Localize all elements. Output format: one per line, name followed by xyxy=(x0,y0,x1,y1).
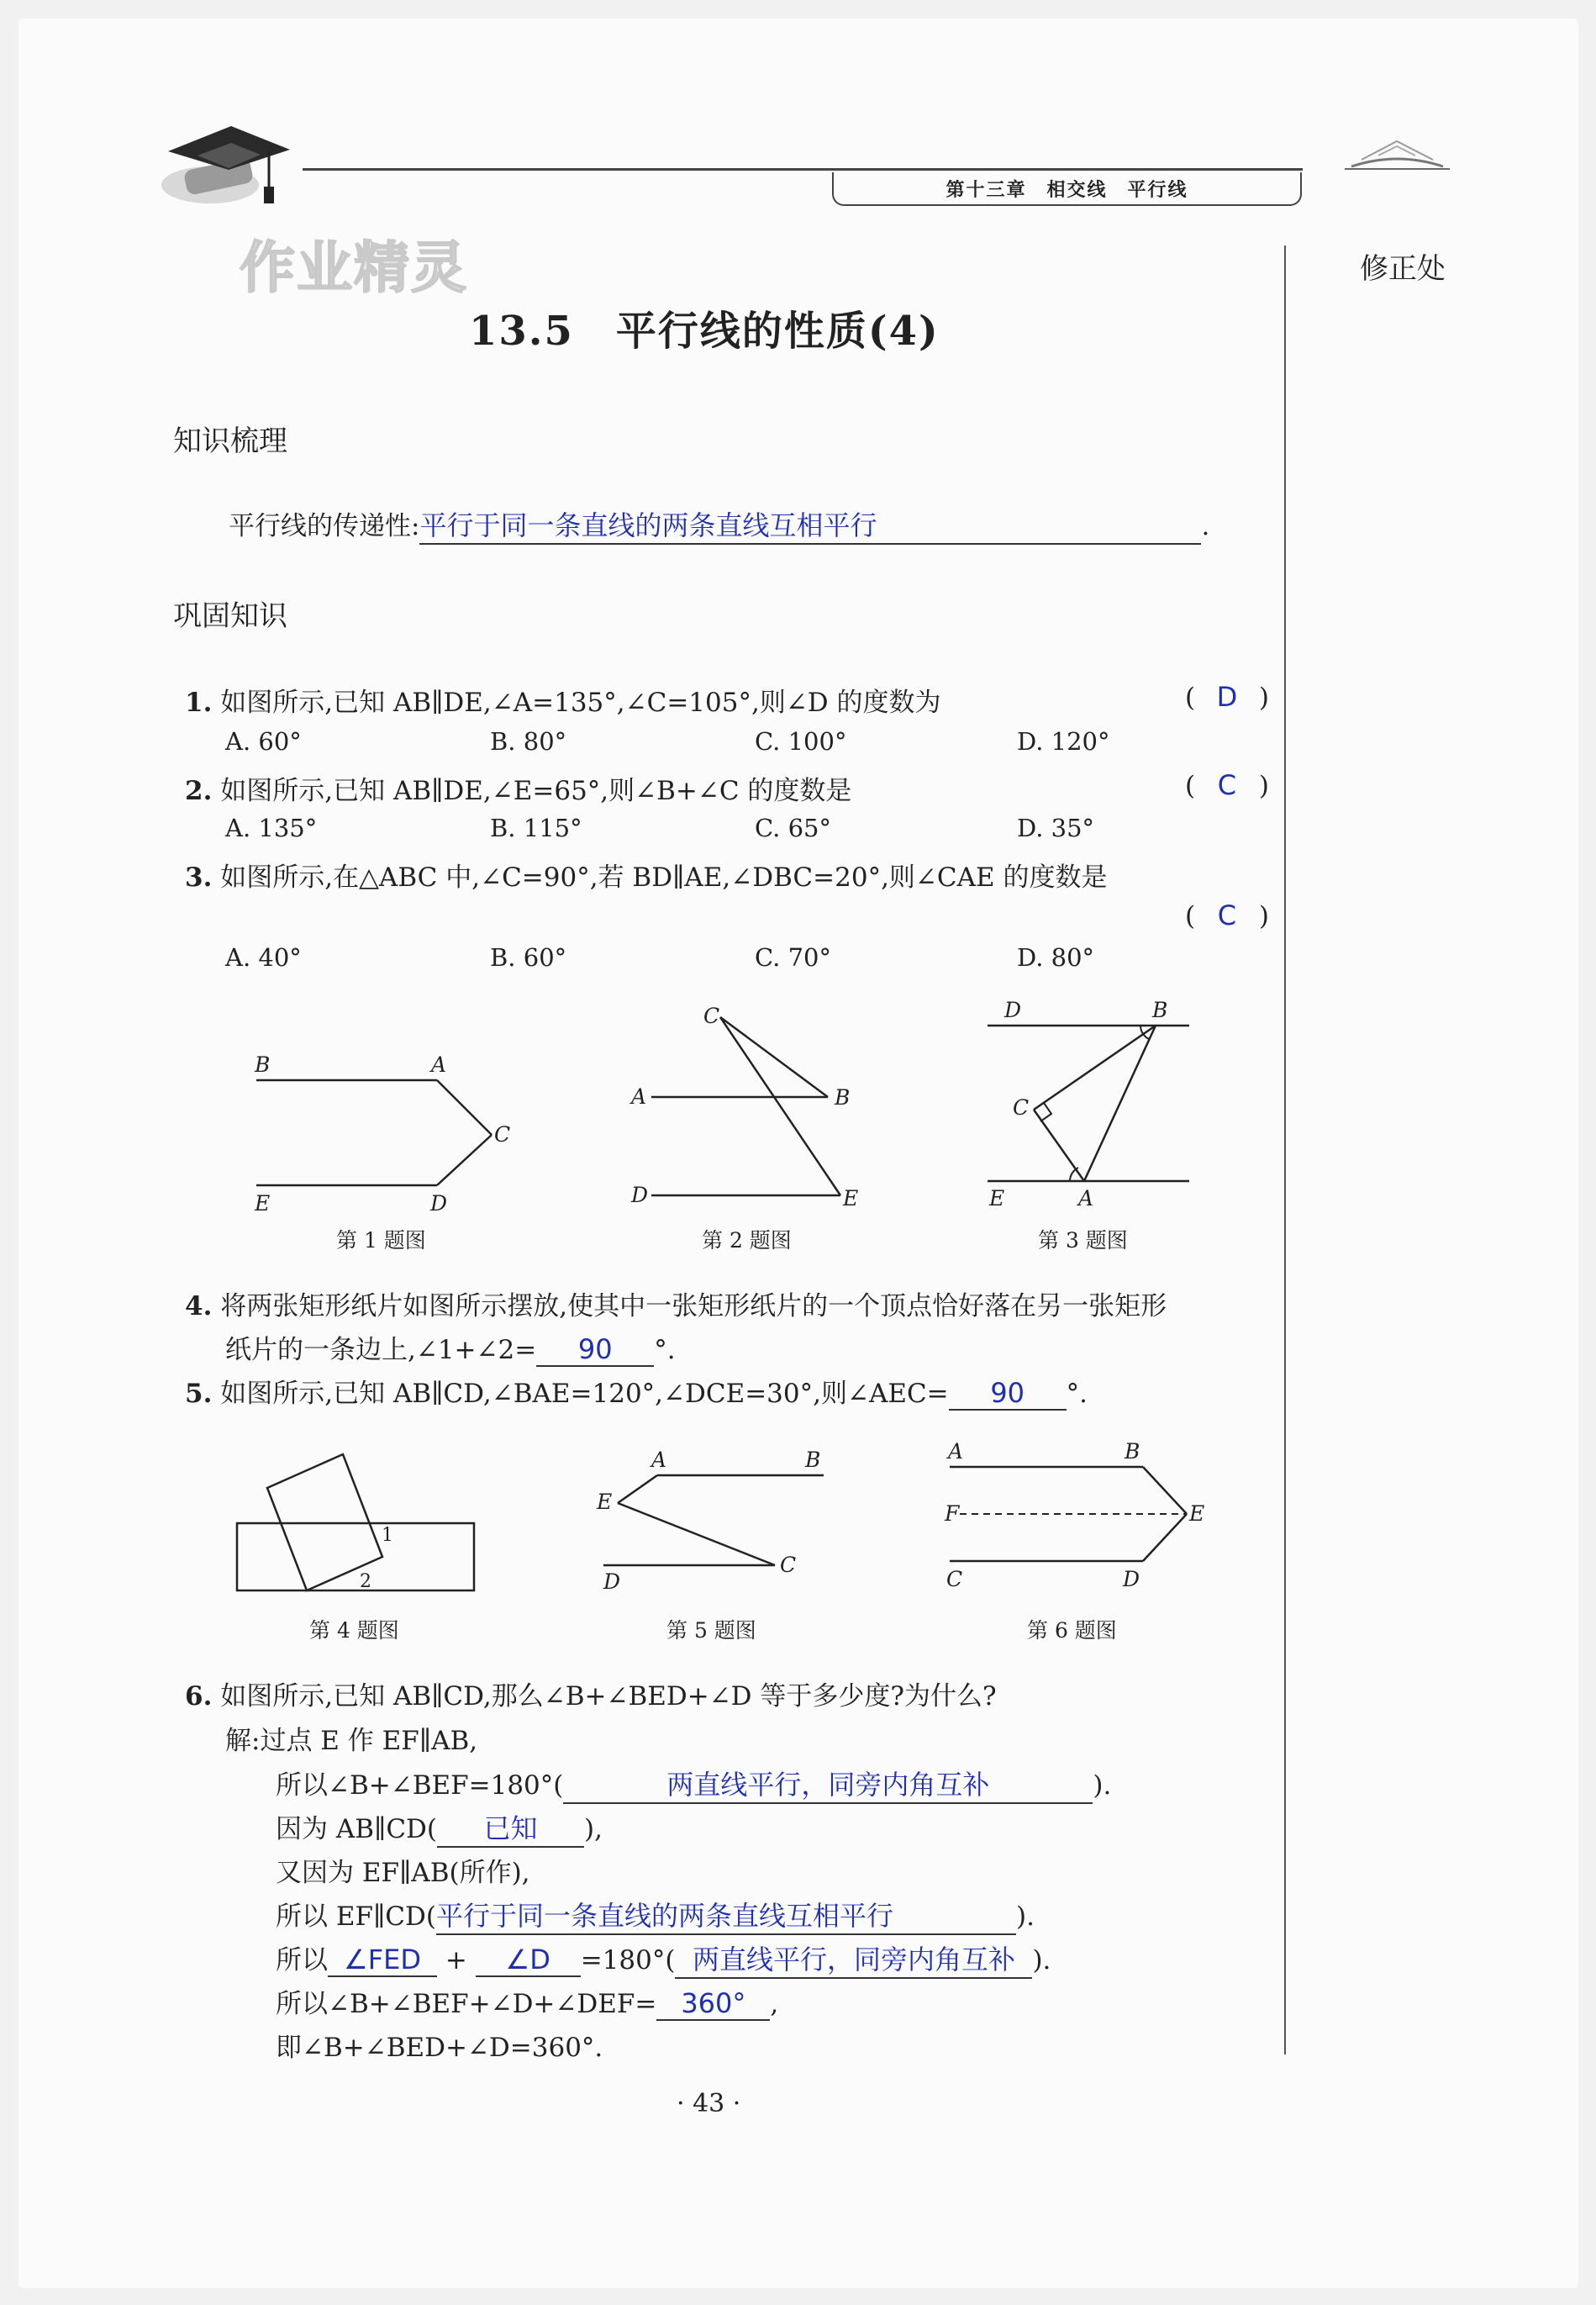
question-number: 6. xyxy=(185,1681,213,1712)
q6-solution-line6 xyxy=(276,1938,1051,1979)
line-text-end: ). xyxy=(1015,1901,1035,1932)
angle-answer: ∠D xyxy=(505,1944,550,1975)
q6-blank-angle1[interactable] xyxy=(328,1944,437,1977)
fig-label: B xyxy=(835,1085,851,1110)
question-number: 1. xyxy=(185,688,213,718)
line-text: =180°( xyxy=(580,1945,676,1975)
paren-open: ( xyxy=(1185,901,1196,931)
right-angle-mark xyxy=(1040,1103,1051,1121)
rectangle-paper-lower xyxy=(237,1523,474,1590)
answer-choice-3[interactable] xyxy=(1185,899,1269,931)
fig-label: B xyxy=(805,1448,821,1472)
fig-label: D xyxy=(631,1183,649,1207)
fig-line xyxy=(1143,1467,1187,1514)
question-1 xyxy=(185,681,941,719)
q6-solution-line1: 解:过点 E 作 EF∥AB, xyxy=(225,1726,478,1756)
corrections-title: 修正处 xyxy=(1360,252,1446,286)
question-4-line1 xyxy=(185,1284,1167,1322)
reason-answer: 两直线平行，同旁内角互补 xyxy=(666,1769,990,1801)
chapter-label: 第十三章 相交线 平行线 xyxy=(832,172,1302,206)
q6-blank-reason1[interactable] xyxy=(563,1764,1093,1804)
q6-solution-line3 xyxy=(276,1807,603,1848)
option-d[interactable]: D. 80° xyxy=(1017,943,1095,972)
plus-sign: + xyxy=(445,1945,467,1975)
fig-line xyxy=(618,1503,775,1565)
fig-label: A xyxy=(1078,1186,1094,1211)
option-d[interactable]: D. 35° xyxy=(1017,814,1095,842)
option-a[interactable]: A. 40° xyxy=(225,943,302,972)
angle-label-1: 1 xyxy=(382,1525,393,1546)
q6-blank-reason4[interactable] xyxy=(675,1938,1032,1979)
figure-q3 xyxy=(979,992,1198,1227)
fig-line xyxy=(720,1017,828,1097)
fig-label: C xyxy=(946,1567,963,1591)
fig-line xyxy=(1084,1026,1156,1181)
q6-blank-angle2[interactable] xyxy=(476,1944,581,1977)
margin-divider xyxy=(1284,245,1286,2054)
fig-label: E xyxy=(597,1490,613,1514)
fig-line xyxy=(1143,1514,1187,1561)
fig-label: E xyxy=(255,1191,271,1216)
header-rule xyxy=(303,168,1303,171)
question-number: 5. xyxy=(185,1379,213,1409)
transitivity-answer: 平行于同一条直线的两条直线互相平行 xyxy=(419,509,877,541)
option-b[interactable]: B. 60° xyxy=(490,943,567,972)
figure-q5 xyxy=(588,1446,840,1597)
fig-label: C xyxy=(1013,1095,1030,1120)
caption-fig4: 第 4 题图 xyxy=(309,1618,399,1643)
line-text-end: , xyxy=(770,1989,779,2019)
fig-label: E xyxy=(989,1186,1005,1211)
line-text-end: ). xyxy=(1093,1770,1112,1801)
fig-label: C xyxy=(703,1004,720,1028)
fig-line xyxy=(720,1017,840,1195)
option-c[interactable]: C. 65° xyxy=(755,814,831,842)
sum-answer: 360° xyxy=(681,1987,746,2019)
fig-label: A xyxy=(651,1448,667,1472)
question-2 xyxy=(185,769,851,807)
graduation-cap-icon xyxy=(151,118,294,210)
fig-label: E xyxy=(1189,1501,1205,1526)
book-icon xyxy=(1345,135,1450,172)
question-text: 如图所示,已知 AB∥DE,∠E=65°,则∠B+∠C 的度数是 xyxy=(220,776,852,806)
option-c[interactable]: C. 100° xyxy=(755,727,847,756)
line-text: 因为 AB∥CD( xyxy=(276,1814,438,1844)
caption-fig2: 第 2 题图 xyxy=(702,1228,792,1253)
q6-solution-line8: 即∠B+∠BED+∠D=360°. xyxy=(276,2033,603,2063)
options-3 xyxy=(225,943,1150,972)
reason-answer: 平行于同一条直线的两条直线互相平行 xyxy=(435,1900,893,1932)
fig-label: C xyxy=(780,1553,797,1577)
question-text: 如图所示,已知 AB∥CD,那么∠B+∠BED+∠D 等于多少度?为什么? xyxy=(220,1681,997,1712)
figure-q4 xyxy=(227,1446,487,1597)
line-text: 所以 xyxy=(276,1945,328,1975)
caption-fig3: 第 3 题图 xyxy=(1038,1228,1128,1253)
line-text-end: ). xyxy=(1032,1945,1051,1975)
fig-label: B xyxy=(255,1052,271,1077)
section-heading-consolidate: 巩固知识 xyxy=(173,599,287,633)
choice-answer: C xyxy=(1217,899,1237,931)
figure-q2 xyxy=(626,1000,878,1219)
q6-blank-reason3[interactable] xyxy=(436,1895,1016,1935)
transitivity-end: . xyxy=(1201,511,1210,541)
question-text: 将两张矩形纸片如图所示摆放,使其中一张矩形纸片的一个顶点恰好落在另一张矩形 xyxy=(220,1291,1167,1321)
paren-open: ( xyxy=(1185,683,1196,713)
q4-answer: 90 xyxy=(577,1333,613,1365)
paren-open: ( xyxy=(1185,771,1196,801)
fig-line xyxy=(618,1475,657,1503)
question-number: 3. xyxy=(185,862,213,893)
fig-label: A xyxy=(631,1084,647,1109)
caption-fig5: 第 5 题图 xyxy=(666,1618,756,1643)
paren-close: ) xyxy=(1258,683,1269,713)
line-text-end: ), xyxy=(584,1814,603,1844)
options-2 xyxy=(225,814,1150,842)
fig-label: D xyxy=(1004,998,1022,1022)
fig-line xyxy=(437,1080,492,1135)
reason-answer: 两直线平行，同旁内角互补 xyxy=(692,1944,1015,1975)
line-text: 所以 EF∥CD( xyxy=(276,1901,436,1932)
fig-label: E xyxy=(843,1186,859,1211)
q6-solution-line4: 又因为 EF∥AB(所作), xyxy=(276,1858,530,1888)
q4-blank[interactable] xyxy=(536,1333,654,1367)
question-5 xyxy=(185,1372,1088,1411)
q6-solution-line5 xyxy=(276,1895,1035,1935)
paren-close: ) xyxy=(1258,771,1269,801)
transitivity-blank[interactable] xyxy=(419,504,1201,545)
caption-fig1: 第 1 题图 xyxy=(336,1228,426,1253)
watermark: 作业精灵 xyxy=(240,235,468,300)
paren-close: ) xyxy=(1258,901,1269,931)
option-a[interactable]: A. 135° xyxy=(225,814,318,842)
transitivity-prompt: 平行线的传递性: xyxy=(229,511,420,541)
fig-label: D xyxy=(1123,1567,1140,1591)
question-text-end: °. xyxy=(1066,1379,1088,1409)
line-text: 所以∠B+∠BEF+∠D+∠DEF= xyxy=(276,1989,657,2019)
question-text-end: °. xyxy=(654,1335,676,1365)
page-title: 13.5 平行线的性质(4) xyxy=(469,308,940,355)
question-text: 纸片的一条边上,∠1+∠2= xyxy=(225,1335,537,1365)
q6-solution-line2 xyxy=(276,1764,1111,1804)
option-c[interactable]: C. 70° xyxy=(755,943,831,972)
fig-label: B xyxy=(1125,1439,1140,1464)
question-number: 2. xyxy=(185,776,213,806)
angle-label-2: 2 xyxy=(360,1571,371,1592)
answer-choice-2[interactable] xyxy=(1185,769,1269,801)
caption-fig6: 第 6 题图 xyxy=(1027,1618,1117,1643)
fig-label: F xyxy=(945,1501,960,1526)
q6-blank-reason2[interactable] xyxy=(437,1807,584,1848)
option-a[interactable]: A. 60° xyxy=(225,727,302,756)
question-text: 如图所示,已知 AB∥DE,∠A=135°,∠C=105°,则∠D 的度数为 xyxy=(220,688,941,718)
option-d[interactable]: D. 120° xyxy=(1017,727,1110,756)
choice-answer: D xyxy=(1216,681,1238,713)
line-text: 所以∠B+∠BEF=180°( xyxy=(276,1770,564,1801)
question-text: 如图所示,已知 AB∥CD,∠BAE=120°,∠DCE=30°,则∠AEC= xyxy=(220,1379,949,1409)
q6-solution-line7 xyxy=(276,1982,778,2021)
choice-answer: C xyxy=(1217,769,1237,801)
reason-answer: 已知 xyxy=(483,1812,538,1844)
question-6 xyxy=(185,1675,997,1712)
figure-q1 xyxy=(240,1042,525,1236)
fig-label: D xyxy=(603,1569,621,1594)
fig-label: B xyxy=(1152,998,1168,1022)
q5-answer: 90 xyxy=(990,1377,1025,1409)
question-number: 4. xyxy=(185,1291,213,1321)
option-b[interactable]: B. 115° xyxy=(490,814,582,842)
transitivity-line xyxy=(229,504,1209,545)
question-4-line2 xyxy=(225,1328,676,1367)
question-3 xyxy=(185,856,1108,894)
answer-choice-1[interactable] xyxy=(1185,681,1269,713)
section-heading-knowledge: 知识梳理 xyxy=(173,425,287,458)
fig-label: D xyxy=(430,1191,448,1216)
question-text: 如图所示,在△ABC 中,∠C=90°,若 BD∥AE,∠DBC=20°,则∠CAE 的度数是 xyxy=(220,862,1108,893)
fig-label: C xyxy=(494,1122,511,1147)
fig-label: A xyxy=(431,1052,447,1077)
q6-blank-sum[interactable] xyxy=(656,1987,770,2021)
fig-line xyxy=(437,1135,492,1185)
option-b[interactable]: B. 80° xyxy=(490,727,567,756)
angle-answer: ∠FED xyxy=(344,1944,421,1975)
fig-label: A xyxy=(948,1439,964,1464)
options-1 xyxy=(225,727,1150,756)
q5-blank[interactable] xyxy=(949,1377,1067,1411)
page-number: · 43 · xyxy=(677,2089,741,2118)
figure-q6 xyxy=(933,1433,1219,1601)
